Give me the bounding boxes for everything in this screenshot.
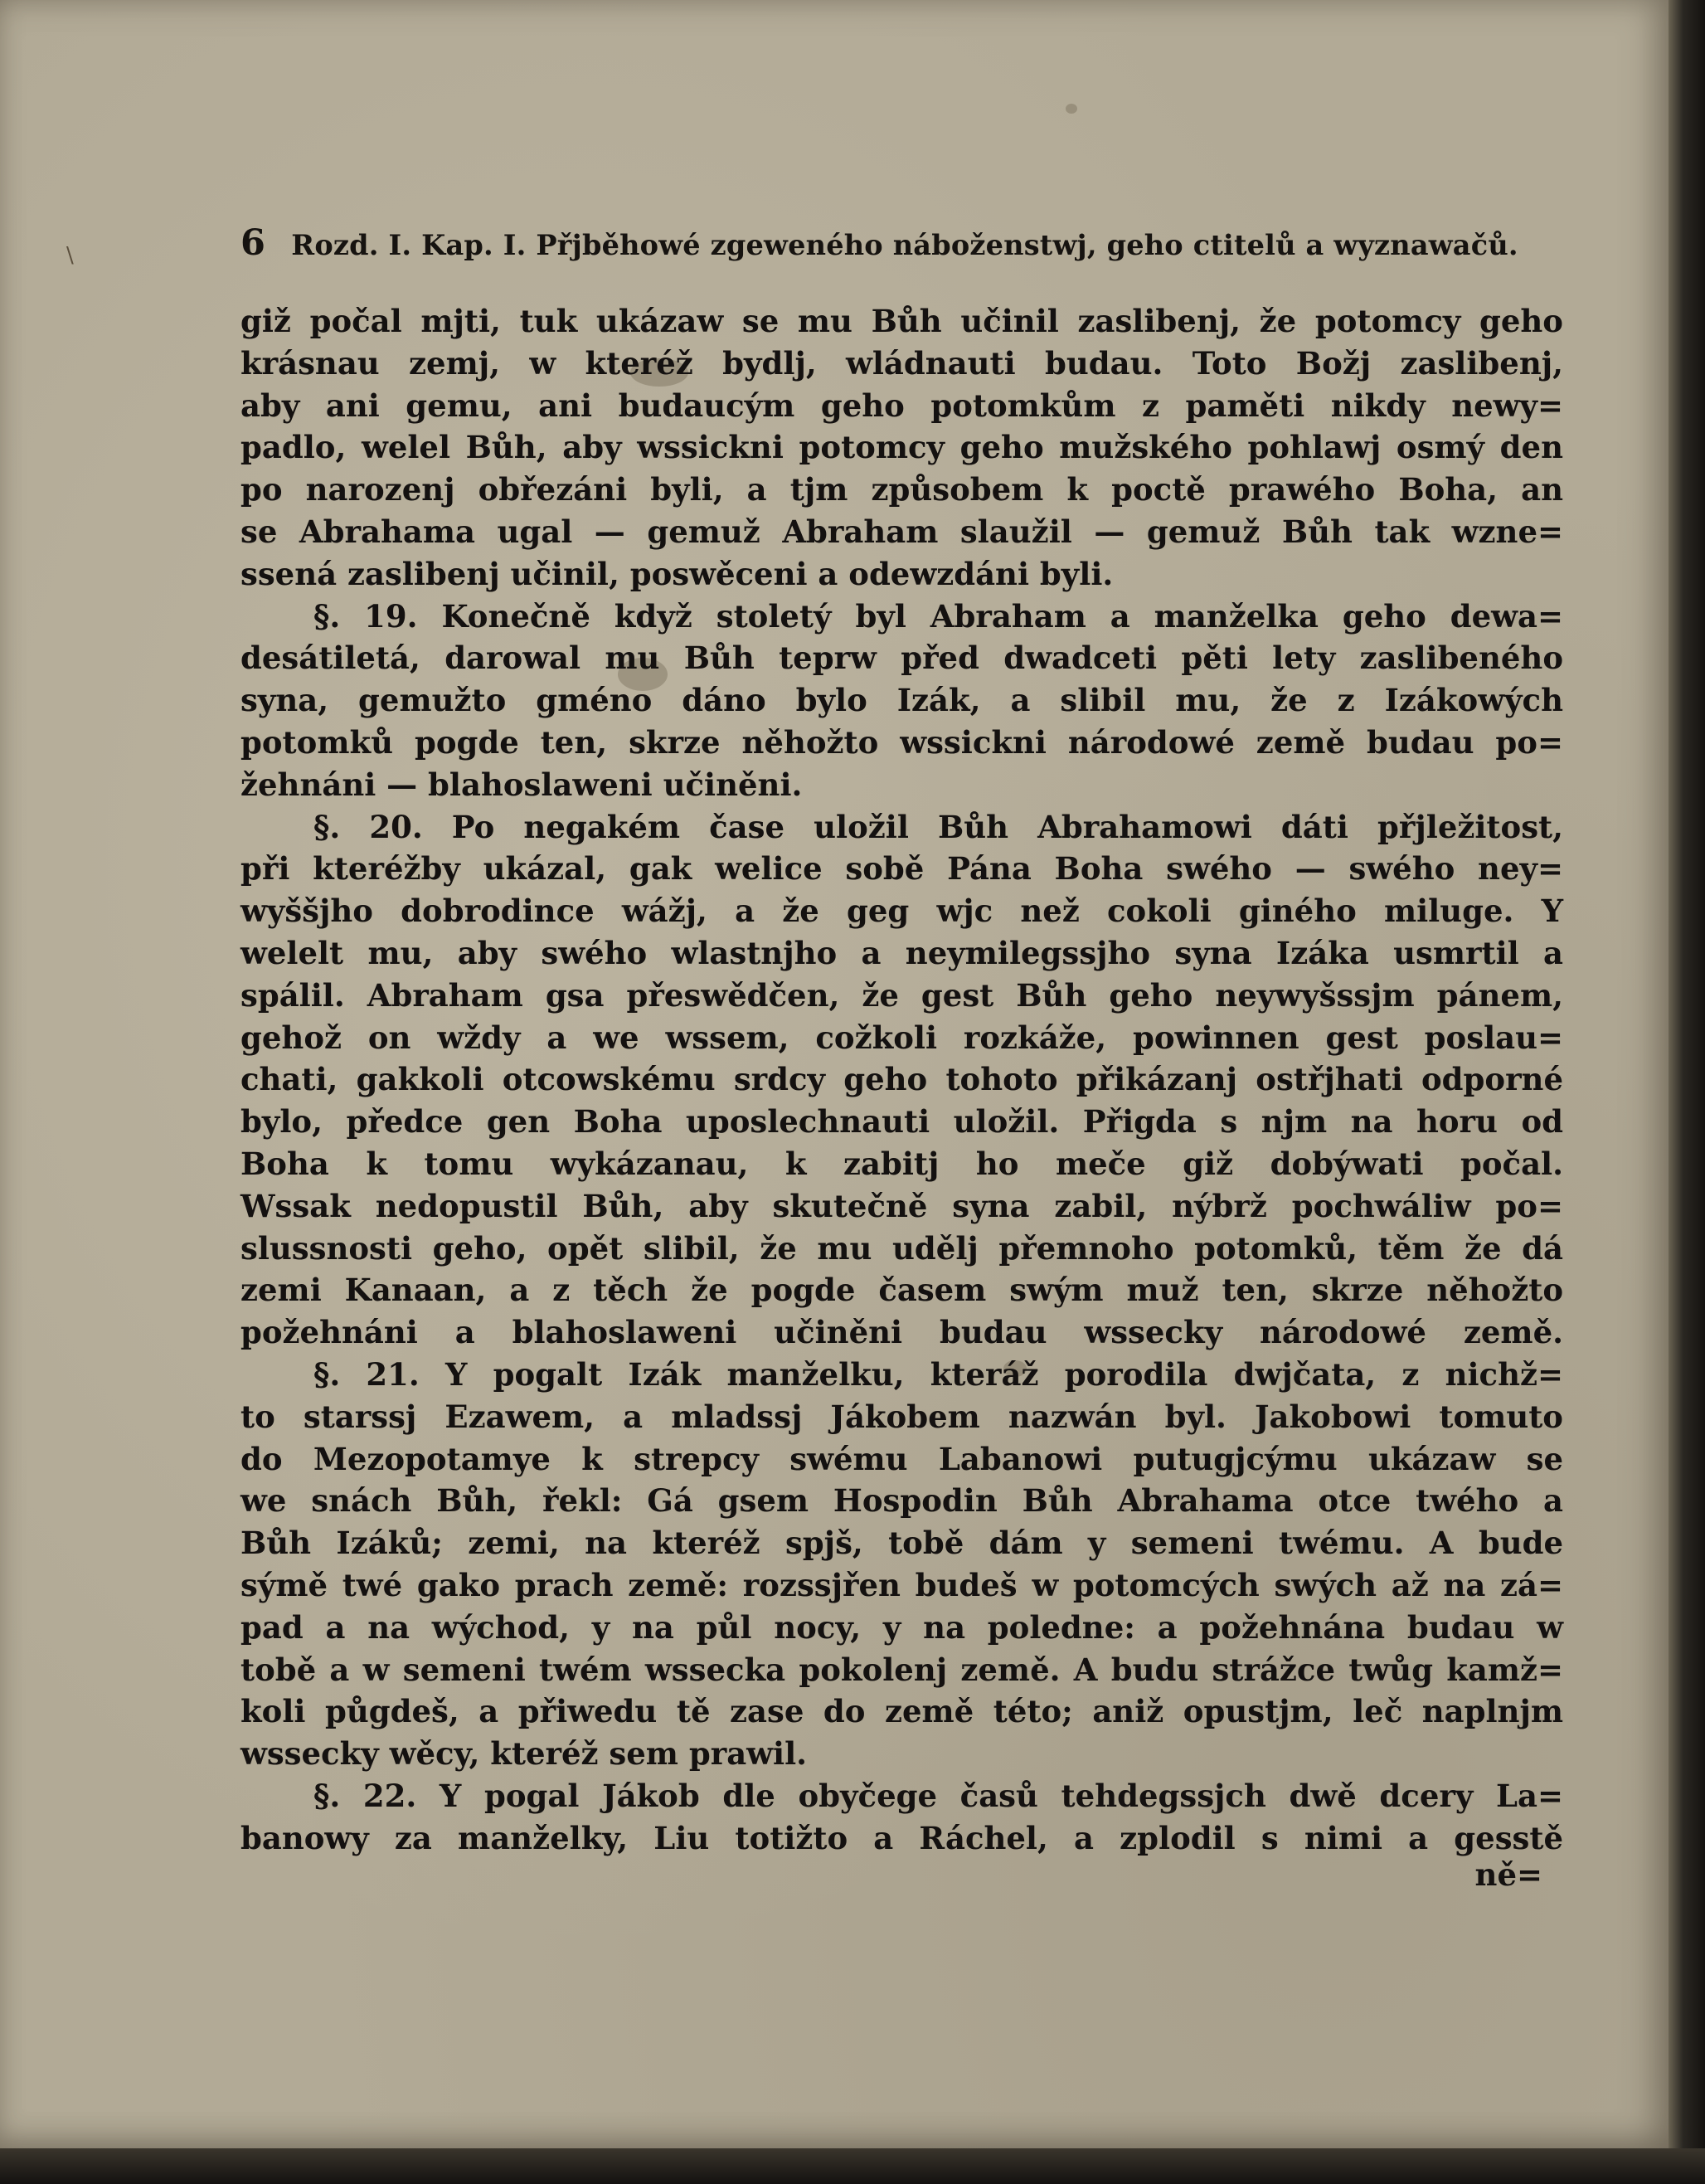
header-rule xyxy=(240,274,1559,275)
text-line: to starssj Ezawem, a mladssj Jákobem nazwán byl. Jakobowi tomuto xyxy=(240,1398,1563,1435)
text-line: Boha k tomu wykázanau, k zabitj ho meče giž dobýwati počal. xyxy=(240,1145,1563,1182)
text-line: bylo, předce gen Boha uposlechnauti uložil. Přigda s njm na horu od xyxy=(240,1103,1563,1141)
text-line: potomků pogde ten, skrze něhožto wssickni národowé země budau po= xyxy=(240,723,1563,761)
body-text xyxy=(240,300,1563,1859)
text-line: se Abrahama ugal — gemuž Abraham slaužil — gemuž Bůh tak wzne= xyxy=(240,513,1563,550)
text-line: welelt mu, aby swého wlastnjho a neymilegssjho syna Izáka usmrtil a xyxy=(240,934,1563,971)
text-line: ssená zaslibenj učinil, poswěceni a odewzdáni byli. xyxy=(240,555,1114,592)
text-line: aby ani gemu, ani budaucým geho potomkům z paměti nikdy newy= xyxy=(240,387,1563,424)
margin-mark: \ xyxy=(66,243,74,268)
text-line: slussnosti geho, opět slibil, že mu udělj přemnoho potomků, těm že dá xyxy=(240,1229,1563,1267)
text-line: giž počal mjti, tuk ukázaw se mu Bůh učinil zaslibenj, že potomcy geho xyxy=(240,303,1563,339)
text-line: gehož on wždy a we wssem, cožkoli rozkáže, powinnen gest poslau= xyxy=(240,1019,1563,1056)
page-header xyxy=(240,222,1534,269)
text-line: Wssak nedopustil Bůh, aby skutečně syna zabil, nýbrž pochwáliw po= xyxy=(240,1187,1563,1224)
running-title: Rozd. I. Kap. I. Přjběhowé zgeweného náboženstwj, geho ctitelů a wyznawačů. xyxy=(291,229,1518,261)
text-line: sýmě twé gako prach země: rozssjřen budeš w potomcých swých až na zá= xyxy=(240,1566,1563,1603)
catchword: ně= xyxy=(1474,1856,1542,1893)
text-line: padlo, welel Bůh, aby wssickni potomcy geho mužského pohlawj osmý den xyxy=(240,429,1563,466)
text-line: po narozenj obřezáni byli, a tjm způsobem k poctě prawého Boha, an xyxy=(240,471,1563,508)
text-line: při kteréžby ukázal, gak welice sobě Pána Boha swého — swého ney= xyxy=(240,850,1563,888)
text-line: wssecky wěcy, kteréž sem prawil. xyxy=(240,1735,808,1773)
text-line: banowy za manželky, Liu totižto a Ráchel, a zplodil s nimi a gesstě xyxy=(240,1819,1563,1856)
scan-bottom-edge xyxy=(0,2148,1705,2184)
text-line: syna, gemužto gméno dáno bylo Izák, a slibil mu, že z Izákowých xyxy=(240,682,1563,719)
text-line: tobě a w semeni twém wssecka pokolenj země. A budu strážce twůg kamž= xyxy=(240,1651,1563,1688)
text-line: koli půgdeš, a přiwedu tě zase do země této; aniž opustjm, leč naplnjm xyxy=(240,1693,1563,1730)
text-line: do Mezopotamye k strepcy swému Labanowi putugjcýmu ukázaw se xyxy=(240,1440,1563,1477)
text-line: desátiletá, darowal mu Bůh teprw před dwadceti pěti lety zaslibeného xyxy=(240,640,1563,677)
text-line: spálil. Abraham gsa přeswědčen, že gest Bůh geho neywyšssjm pánem, xyxy=(240,976,1563,1014)
text-line: krásnau zemj, w kteréž bydlj, wládnauti budau. Toto Božj zaslibenj, xyxy=(240,344,1563,382)
paper-stain xyxy=(1066,104,1077,114)
text-line: wyššjho dobrodince wážj, a že geg wjc než cokoli giného miluge. Y xyxy=(240,893,1563,930)
text-line: pad a na wýchod, y na půl nocy, y na poledne: a požehnána budau w xyxy=(240,1608,1563,1646)
text-line: zemi Kanaan, a z těch že pogde časem swým muž ten, skrze něhožto xyxy=(240,1272,1563,1309)
text-line: §. 22. Y pogal Jákob dle obyčege časů tehdegssjch dwě dcery La= xyxy=(313,1777,1563,1814)
text-line: žehnáni — blahoslaweni učiněni. xyxy=(240,766,803,803)
text-line: §. 21. Y pogalt Izák manželku, kteráž porodila dwjčata, z nichž= xyxy=(313,1355,1563,1393)
page-number: 6 xyxy=(240,222,266,264)
book-spine-edge xyxy=(1669,0,1705,2184)
text-line: §. 19. Konečně když stoletý byl Abraham a manželka geho dewa= xyxy=(313,597,1563,635)
text-line: chati, gakkoli otcowskému srdcy geho tohoto přikázanj ostřjhati odporné xyxy=(240,1061,1563,1098)
text-line: we snách Bůh, řekl: Gá gsem Hospodin Bůh Abrahama otce twého a xyxy=(240,1482,1563,1520)
text-line: požehnáni a blahoslaweni učiněni budau wssecky národowé země. xyxy=(240,1314,1563,1351)
text-line: Bůh Izáků; zemi, na kteréž spjš, tobě dám y semeni twému. A bude xyxy=(240,1525,1563,1562)
text-line: §. 20. Po negakém čase uložil Bůh Abrahamowi dáti přjležitost, xyxy=(313,808,1563,845)
